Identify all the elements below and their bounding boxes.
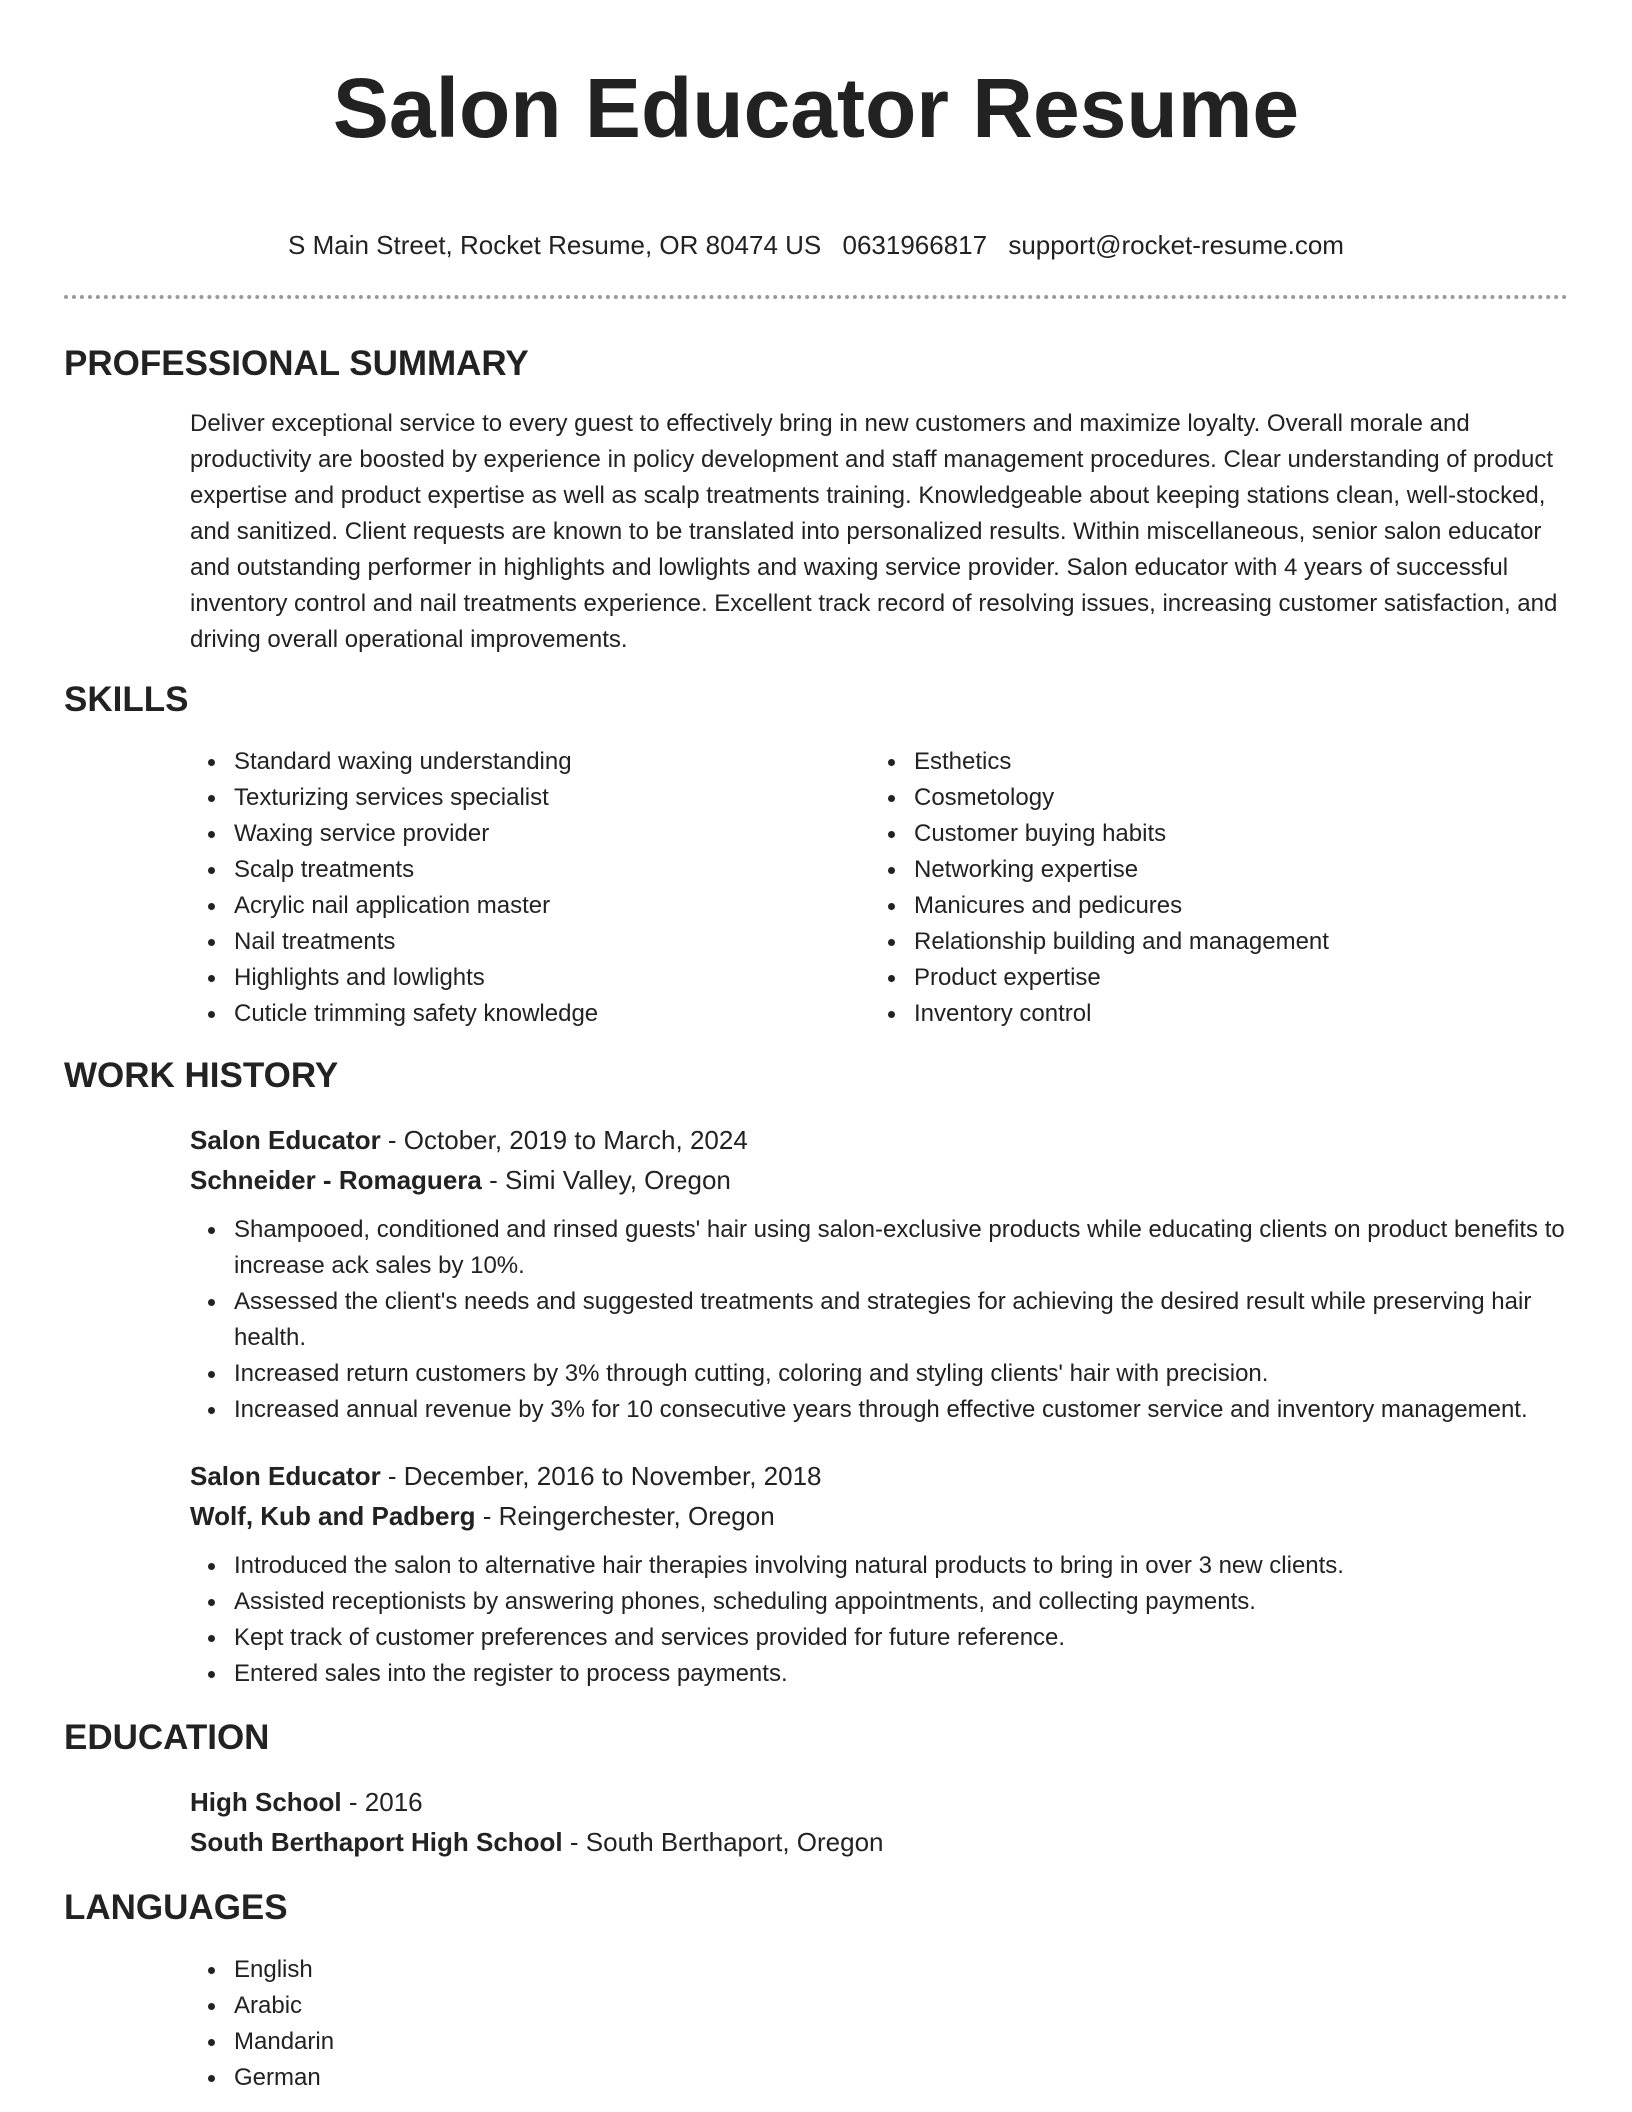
skill-item: Esthetics (870, 744, 1550, 780)
skill-item: Cosmetology (870, 780, 1550, 816)
skill-item: Networking expertise (870, 852, 1550, 888)
job-company-line (190, 1496, 1568, 1536)
languages-list (190, 1952, 1568, 2096)
skill-item: Scalp treatments (190, 852, 870, 888)
skills-list-right (870, 744, 1550, 1032)
job-title-line (190, 1120, 1568, 1160)
contact-address: S Main Street, Rocket Resume, OR 80474 US (288, 230, 822, 260)
skill-item: Manicures and pedicures (870, 888, 1550, 924)
language-item: English (190, 1952, 1568, 1988)
skill-item: Product expertise (870, 960, 1550, 996)
job-bullet: Entered sales into the register to process payments. (190, 1656, 1568, 1692)
skill-item: Relationship building and management (870, 924, 1550, 960)
skill-item: Waxing service provider (190, 816, 870, 852)
skill-item: Texturizing services specialist (190, 780, 870, 816)
job-company: Schneider - Romaguera (190, 1165, 482, 1195)
contact-phone: 0631966817 (842, 230, 988, 260)
job-title: Salon Educator (190, 1461, 381, 1491)
education-heading: EDUCATION (64, 1718, 270, 1757)
skill-item: Inventory control (870, 996, 1550, 1032)
education-year: - 2016 (341, 1787, 423, 1817)
job-bullet: Increased return customers by 3% through cutting, coloring and styling clients' hair with precision. (190, 1356, 1568, 1392)
job-bullets (64, 1548, 1568, 1692)
language-item: Arabic (190, 1988, 1568, 2024)
skill-item: Nail treatments (190, 924, 870, 960)
language-item: German (190, 2060, 1568, 2096)
summary-section (64, 342, 1568, 658)
skills-section (64, 678, 1568, 1032)
work-section (64, 1054, 1568, 1692)
job-bullet: Assessed the client's needs and suggested treatments and strategies for achieving the desired result while preserving hair health. (190, 1284, 1568, 1356)
job-location: - Simi Valley, Oregon (481, 1165, 731, 1195)
languages-section (64, 1886, 1568, 2096)
job-bullet: Increased annual revenue by 3% for 10 consecutive years through effective customer service and inventory management. (190, 1392, 1568, 1428)
skills-list-left (190, 744, 870, 1032)
skill-item: Acrylic nail application master (190, 888, 870, 924)
job-location: - Reingerchester, Oregon (475, 1501, 775, 1531)
job-bullet: Kept track of customer preferences and services provided for future reference. (190, 1620, 1568, 1656)
language-item: Mandarin (190, 2024, 1568, 2060)
summary-heading: PROFESSIONAL SUMMARY (64, 344, 529, 383)
education-section (64, 1716, 1568, 1862)
job-bullet: Assisted receptionists by answering phones, scheduling appointments, and collecting payments. (190, 1584, 1568, 1620)
contact-email: support@rocket-resume.com (1008, 230, 1344, 260)
job-title-line (190, 1456, 1568, 1496)
education-school-line (190, 1822, 1568, 1862)
header-divider (64, 295, 1568, 299)
page-title: Salon Educator Resume (332, 61, 1300, 155)
education-location: - South Berthaport, Oregon (562, 1827, 884, 1857)
contact-line (64, 228, 1568, 262)
skills-heading: SKILLS (64, 680, 189, 719)
skill-item: Standard waxing understanding (190, 744, 870, 780)
education-school: South Berthaport High School (190, 1827, 563, 1857)
skill-item: Highlights and lowlights (190, 960, 870, 996)
work-heading: WORK HISTORY (64, 1056, 339, 1095)
skill-item: Cuticle trimming safety knowledge (190, 996, 870, 1032)
job-company-line (190, 1160, 1568, 1200)
job-company: Wolf, Kub and Padberg (190, 1501, 476, 1531)
education-degree-line (190, 1782, 1568, 1822)
job-bullet: Shampooed, conditioned and rinsed guests' hair using salon-exclusive products while educating clients on product benefits to increase ack sales by 10%. (190, 1212, 1568, 1284)
skill-item: Customer buying habits (870, 816, 1550, 852)
job-dates: - December, 2016 to November, 2018 (380, 1461, 822, 1491)
education-entry (190, 1782, 1568, 1862)
job-bullets (64, 1212, 1568, 1428)
job-entry (190, 1456, 1568, 1692)
languages-heading: LANGUAGES (64, 1888, 288, 1927)
education-degree: High School (190, 1787, 342, 1817)
skills-grid (190, 744, 1568, 1032)
job-entry (190, 1120, 1568, 1428)
summary-text: Deliver exceptional service to every guest to effectively bring in new customers and maximize loyalty. Overall morale and productivity are boosted by experience in policy development and staff management procedures. Clear understanding of product expertise and product expertise as well as scalp treatments training. Knowledgeable about keeping stations clean, well-stocked, and sanitized. Client requests are known to be translated into personalized results. Within miscellaneous, senior salon educator and outstanding performer in highlights and lowlights and waxing service provider. Salon educator with 4 years of successful inventory control and nail treatments experience. Excellent track record of resolving issues, increasing customer satisfaction, and driving overall operational improvements. (190, 410, 1558, 653)
job-dates: - October, 2019 to March, 2024 (380, 1125, 748, 1155)
job-bullet: Introduced the salon to alternative hair therapies involving natural products to bring in over 3 new clients. (190, 1548, 1568, 1584)
job-title: Salon Educator (190, 1125, 381, 1155)
